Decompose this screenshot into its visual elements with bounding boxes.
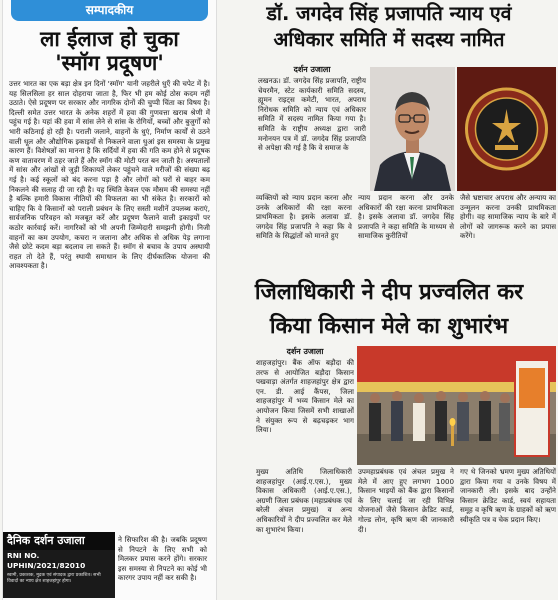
story1-col1: व्यक्तियों को न्याय प्रदान करना और उनके अधिकारों की रक्षा करना प्राथमिकता है। इसके अलावा डॉ. जगदेव सिंह प्रजापति ने कहा कि वे समिति के सिद्धांतों को मानते हुए [256, 193, 352, 241]
story1-col2: न्याय प्रदान करना और उनके अधिकारों की रक्षा करना प्राथमिकता है। इसके अलावा डॉ. जगदेव सिंह प्रजापति ने कहा समिति के माध्यम से सामाजिक कुरीतियों [358, 193, 454, 241]
story1-headline [220, 0, 558, 53]
emblem-illustration [457, 67, 556, 191]
editorial-body [3, 79, 216, 534]
story1-headline-line2: अधिकार समिति में सदस्य नामित [273, 28, 505, 51]
story2-col1: मुख्य अतिथि जिलाधिकारी शाहजहांपुर (आई.ए.एस.), मुख्य विकास अधिकारी (आई.ए.एस.), अग्रणी जिला प्रबंधक (महाप्रबंधक एवं बरेली अंचल प्रमुख) व अन्य अधिकारियों ने दीप प्रज्वलित कर मेले का शुभारंभ किया। [256, 467, 352, 534]
editorial-column [3, 0, 216, 600]
masthead-rni: RNI NO. UPHIN/2021/82010 [7, 551, 86, 570]
editorial-title [3, 27, 216, 75]
story2-headline-line2: किया किसान मेले का शुभारंभ [269, 314, 509, 339]
story1-col3: जैसे भ्रष्टाचार अपराध और अन्याय का उन्मूलन करना उनकी प्राथमिकता होगी। वह सामाजिक न्याय के बारे में लोगों को जागरूक करने का प्रयास करेंगे। [460, 193, 556, 241]
editorial-body-continued [116, 535, 213, 600]
story2-col2: उपमहाप्रबंधक एवं अंचल प्रमुख ने मेले में आए हुए लगभग 1000 किसान भाइयों को बैंक द्वारा किसानों के लिए चलाई जा रही विभिन्न योजनाओं जैसे किसान क्रेडिट कार्ड, गोल्ड लोन, कृषि ऋण की जानकारी दी। [358, 467, 454, 534]
editorial-title-line1: ला ईलाज हो चुका [40, 27, 179, 51]
story1-body: लखनऊ। डॉ. जगदेव सिंह प्रजापति, राष्ट्रीय चेयरमैन, स्टेट कार्यकारी समिति सदस्य, ह्यूमन राइट्स कमेटी, भारत, अपराध निरोधक समिति को न्याय एवं अधिकार समिति में सदस्य नामित किया गया है। समिति के राष्ट्रीय अध्यक्ष द्वारा जारी मनोनयन पत्र में डॉ. जगदेव सिंह प्रजापति से अपेक्षा की गई है कि वे समाज के [258, 76, 366, 153]
story2-headline [220, 276, 558, 344]
masthead [3, 532, 115, 598]
event-illustration [357, 346, 556, 465]
news-column [220, 0, 558, 600]
story2-body: शाहजहांपुर। बैंक ऑफ बड़ौदा की तरफ से आयोजित बड़ौदा किसान पखवाड़ा अंतर्गत शाहजहांपुर क्षेत्र द्वारा एन. डी. आई कैंपस, जिला शाहजहांपुर में भव्य किसान मेले का आयोजन किया जिसमें सभी शाखाओं ने संयुक्त रूप से बढ़चढ़कर भाग लिया। [256, 358, 354, 435]
portrait-photo [370, 67, 455, 191]
masthead-publisher: स्वामी, प्रकाशक, मुद्रक एवं संपादक द्वारा प्रकाशित। सभी विवादों का न्याय क्षेत्र शाहजहांपुर होगा। [7, 573, 101, 584]
editorial-title-line2: 'स्मॉग प्रदूषण' [55, 51, 164, 75]
editorial-body-text: उत्तर भारत का एक बड़ा क्षेत्र इन दिनों 'स्मॉग' यानी जहरीले धुएँ की चपेट में है। यह सिलसिला हर साल दोहराया जाता है, फिर भी हम कोई ठोस कदम नहीं उठाते। ऐसे प्रदूषण पर सरकार और नागरिक दोनों की चुप्पी चिंता का विषय है। दिल्ली समेत उत्तर भारत के अनेक शहरों में हवा की गुणवत्ता खराब श्रेणी में पहुंच गई है। यहां की हवा में सांस लेने से सांस के रोगियों, बच्चों और बुजुर्गों को भारी कठिनाई हो रही है। पराली जलाने, वाहनों के धुएं, निर्माण कार्यों से उठने वाली धूल और औद्योगिक इकाइयों से निकलने वाला धुआं इस समस्या के प्रमुख कारण हैं। विशेषज्ञों का मानना है कि सर्दियों में हवा की गति कम होने से प्रदूषक कण वातावरण में ठहर जाते हैं और स्मॉग की मोटी परत बन जाती है। अस्पतालों में सांस और आंखों से जुड़ी शिकायतें लेकर पहुंचने वाले मरीजों की संख्या बढ़ गई है। कई स्कूलों को बंद करना पड़ा है और लोगों को घरों से बाहर कम निकलने की सलाह दी जा रही है। यह स्थिति केवल एक मौसम की समस्या नहीं है बल्कि हमारी विकास नीतियों की विफलता का भी संकेत है। सरकारों को चाहिए कि वे किसानों को पराली प्रबंधन के लिए सस्ती मशीनें उपलब्ध कराएं, सार्वजनिक परिवहन को मजबूत करें और प्रदूषण फैलाने वाली इकाइयों पर कठोर कार्रवाई करें। नागरिकों को भी अपनी जिम्मेदारी समझनी होगी। निजी वाहनों का कम उपयोग, कचरा न जलाना और अधिक से अधिक पेड़ लगाना जैसे छोटे कदम बड़ा बदलाव ला सकते हैं। स्मॉग से बचाव के उपाय अस्थायी राहत तो देते हैं, परंतु स्थायी समाधान के लिए दीर्घकालिक योजना की आवश्यकता है। [9, 79, 210, 271]
story2-continued [256, 467, 556, 600]
story2-byline: दर्शन उजाला [286, 347, 324, 356]
story1-headline-line1: डॉ. जगदेव सिंह प्रजापति न्याय एवं [266, 2, 512, 25]
story2-intro [256, 346, 354, 466]
story1-continued [256, 193, 556, 273]
section-label: सम्पादकीय [11, 0, 208, 21]
committee-emblem [457, 67, 556, 191]
story2-headline-line1: जिलाधिकारी ने दीप प्रज्वलित कर [254, 280, 524, 305]
portrait-illustration [370, 67, 455, 191]
event-photo [357, 346, 556, 465]
story1-byline: दर्शन उजाला [293, 65, 331, 74]
masthead-title: दैनिक दर्शन उजाला [3, 532, 115, 550]
story2-col3: गए थे जिनको भ्रमण मुख्य अतिथियों द्वारा किया गया व उनके विषय में जानकारी ली। इसके बाद उन्होंने किसान क्रेडिट कार्ड, स्वयं सहायता समूह व कृषि ऋण के ग्राहकों को ऋण स्वीकृति पत्र व चेक प्रदान किए। [460, 467, 556, 524]
editorial-body-lower-text: ने सिफारिश की है। जबकि प्रदूषण से निपटने के लिए सभी को मिलकर प्रयास करने होंगे। सरकार इस समस्या से निपटने का कोई भी कारगर उपाय नहीं कर सकी है। [118, 535, 207, 583]
story1-intro [256, 64, 368, 192]
